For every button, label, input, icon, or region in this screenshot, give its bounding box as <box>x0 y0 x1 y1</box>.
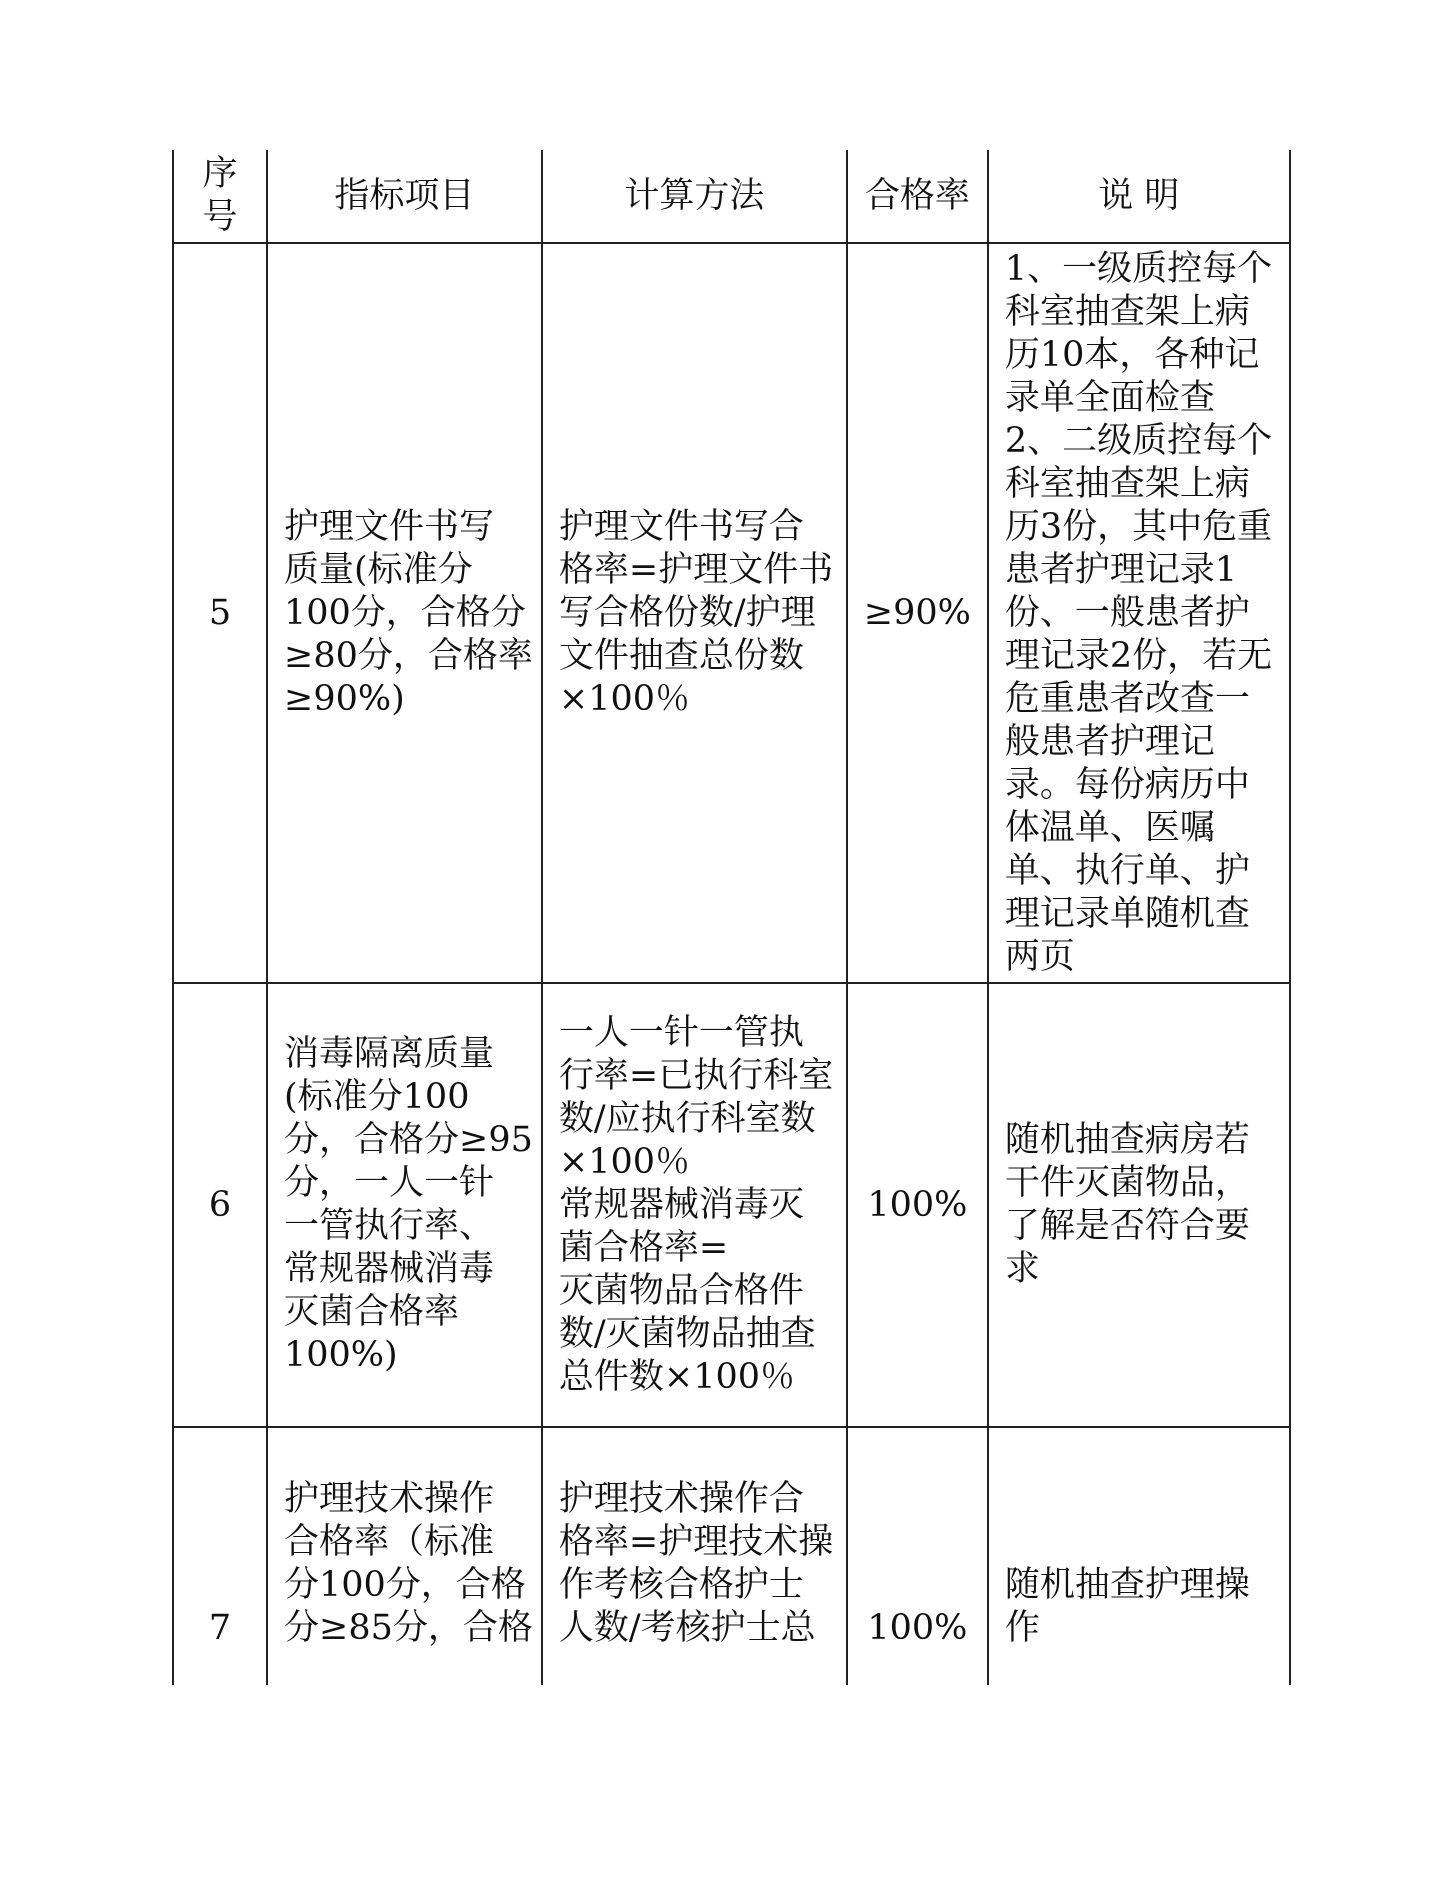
text-line: 分，合格分≥95 <box>284 1120 533 1160</box>
text-line: ≥90%) <box>284 678 405 719</box>
text-line: 总件数×100％ <box>558 1356 796 1397</box>
header-seq-line: 序 <box>202 154 238 194</box>
row-rate: 100% <box>847 1427 988 1685</box>
text-line: 录。每份病历中 <box>1004 764 1250 805</box>
text-line: 常规器械消毒灭 <box>558 1184 804 1225</box>
text-line: 随机抽查护理操 <box>1004 1564 1250 1605</box>
text-line: 灭菌物品合格件 <box>558 1270 804 1311</box>
text-line: 人数/考核护士总 <box>558 1607 816 1648</box>
row-item <box>267 1427 542 1685</box>
text-line: 历3份，其中危重 <box>1004 506 1273 547</box>
text-line: 质量(标准分 <box>284 549 473 590</box>
text-line: 数/应执行科室数 <box>558 1098 816 1139</box>
row-seq: 5 <box>173 243 267 983</box>
text-line: 护理文件书写合 <box>558 506 804 547</box>
text-line: 干件灭菌物品， <box>1004 1163 1250 1203</box>
text-line: ×100％ <box>558 1141 691 1182</box>
quality-indicator-table <box>172 150 1291 1685</box>
table-row <box>173 1427 1290 1685</box>
text-line: 体温单、医嘱 <box>1004 807 1215 848</box>
text-line: 格率=护理技术操 <box>558 1521 834 1562</box>
text-line: 常规器械消毒 <box>284 1249 495 1289</box>
row-note <box>988 1427 1290 1685</box>
text-line: 分100分，合格 <box>284 1564 526 1605</box>
header-seq <box>173 150 267 243</box>
text-line: 护理技术操作 <box>284 1478 495 1519</box>
text-line: 作考核合格护士 <box>558 1564 804 1605</box>
table-row <box>173 243 1290 983</box>
text-line: 写合格份数/护理 <box>558 592 816 633</box>
text-line: 护理文件书写 <box>284 506 495 547</box>
text-line: 消毒隔离质量 <box>284 1034 495 1074</box>
text-line: 2、二级质控每个 <box>1004 420 1273 461</box>
text-line: 合格率（标准 <box>284 1521 495 1562</box>
text-line: (标准分100 <box>284 1077 470 1117</box>
header-seq-line: 号 <box>202 197 238 237</box>
text-line: ×100％ <box>558 678 691 719</box>
text-line: 理记录单随机查 <box>1004 893 1250 934</box>
header-note: 说 明 <box>988 150 1290 243</box>
text-line: 了解是否符合要 <box>1004 1206 1250 1246</box>
text-line: 分，一人一针 <box>284 1163 495 1203</box>
header-rate: 合格率 <box>847 150 988 243</box>
text-line: 数/灭菌物品抽查 <box>558 1313 816 1354</box>
table-row <box>173 983 1290 1427</box>
row-calc <box>542 1427 847 1685</box>
row-calc <box>542 243 847 983</box>
text-line: 危重患者改查一 <box>1004 678 1250 719</box>
text-line: 般患者护理记 <box>1004 721 1215 762</box>
row-seq: 6 <box>173 983 267 1427</box>
row-seq: 7 <box>173 1427 267 1685</box>
header-calc: 计算方法 <box>542 150 847 243</box>
text-line: 格率=护理文件书 <box>558 549 834 590</box>
text-line: 科室抽查架上病 <box>1004 291 1250 332</box>
row-rate: 100% <box>847 983 988 1427</box>
text-line: 一管执行率、 <box>284 1206 495 1246</box>
row-note <box>988 243 1290 983</box>
text-line: 科室抽查架上病 <box>1004 463 1250 504</box>
row-calc <box>542 983 847 1427</box>
table-header-row <box>173 150 1290 243</box>
text-line: 录单全面检查 <box>1004 377 1215 418</box>
text-line: 作 <box>1004 1607 1040 1648</box>
text-line: 100%) <box>284 1335 398 1375</box>
text-line: 求 <box>1004 1249 1040 1289</box>
text-line: 灭菌合格率 <box>284 1292 460 1332</box>
text-line: 1、一级质控每个 <box>1004 248 1273 289</box>
text-line: 100分，合格分 <box>284 592 526 633</box>
row-item <box>267 243 542 983</box>
text-line: 护理技术操作合 <box>558 1478 804 1519</box>
text-line: 两页 <box>1004 936 1075 977</box>
text-line: 随机抽查病房若 <box>1004 1120 1250 1160</box>
row-note <box>988 983 1290 1427</box>
text-line: 单、执行单、护 <box>1004 850 1250 891</box>
row-rate: ≥90% <box>847 243 988 983</box>
header-item: 指标项目 <box>267 150 542 243</box>
text-line: 患者护理记录1 <box>1004 549 1238 590</box>
text-line: 文件抽查总份数 <box>558 635 804 676</box>
text-line: 份、一般患者护 <box>1004 592 1250 633</box>
text-line: 分≥85分，合格 <box>284 1607 533 1648</box>
text-line: 菌合格率= <box>558 1227 729 1268</box>
text-line: 理记录2份，若无 <box>1004 635 1273 676</box>
text-line: 历10本，各种记 <box>1004 334 1260 375</box>
text-line: 行率=已执行科室 <box>558 1055 834 1096</box>
text-line: ≥80分，合格率 <box>284 635 533 676</box>
row-item <box>267 983 542 1427</box>
text-line: 一人一针一管执 <box>558 1012 804 1053</box>
